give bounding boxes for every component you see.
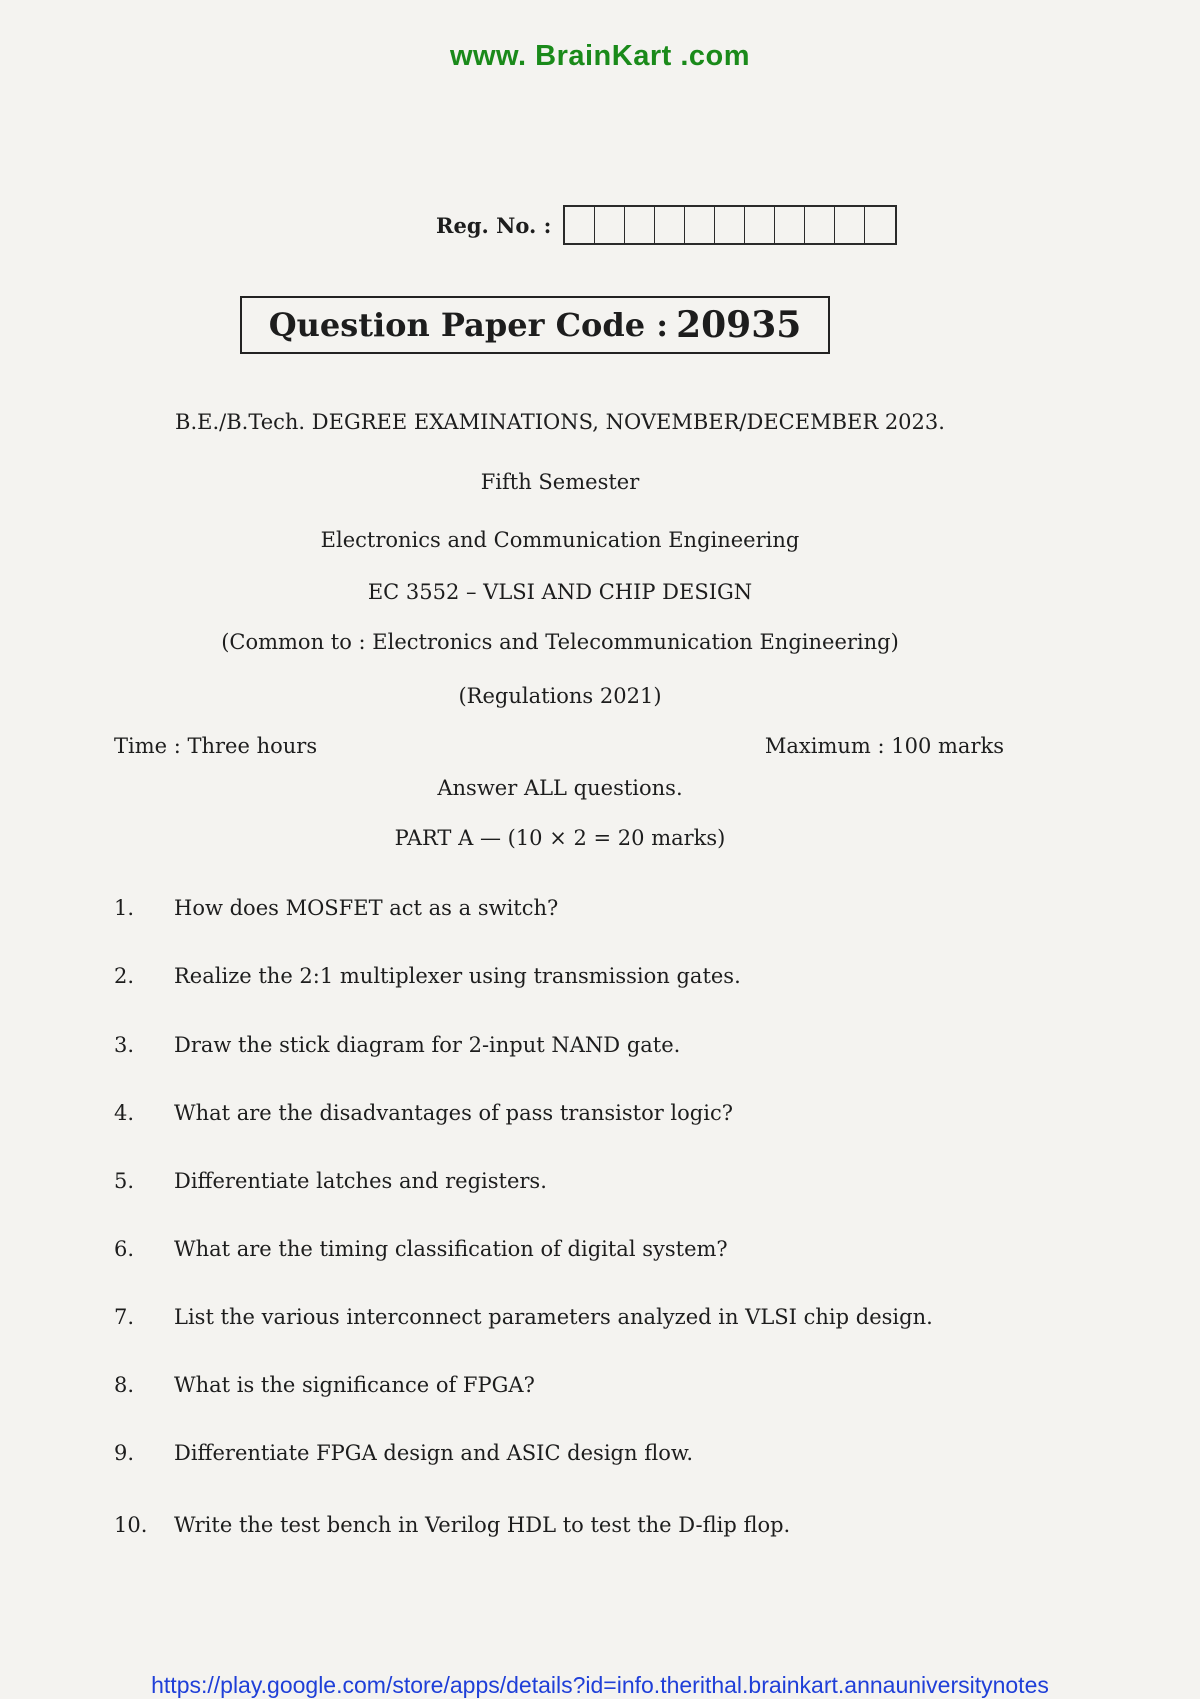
reg-no-box — [655, 207, 685, 243]
reg-no-box — [715, 207, 745, 243]
question-paper-code — [240, 296, 830, 354]
question-item — [114, 1169, 1054, 1193]
reg-no-box — [865, 207, 895, 243]
question-text: List the various interconnect parameters analyzed in VLSI chip design. — [174, 1305, 933, 1329]
degree-line: B.E./B.Tech. DEGREE EXAMINATIONS, NOVEMBER/DECEMBER 2023. — [175, 410, 945, 434]
semester: Fifth Semester — [480, 470, 640, 494]
question-item — [114, 1373, 1054, 1397]
reg-no-label: Reg. No. : — [436, 212, 552, 238]
common-to: (Common to : Electronics and Telecommunication Engineering) — [221, 630, 899, 654]
part-title: PART A — (10 × 2 = 20 marks) — [394, 826, 726, 850]
question-number: 7. — [114, 1305, 135, 1329]
reg-no-box — [835, 207, 865, 243]
question-number: 1. — [114, 896, 135, 920]
maximum-marks: Maximum : 100 marks — [764, 734, 1004, 758]
reg-no-box — [805, 207, 835, 243]
question-item — [114, 1305, 1054, 1329]
question-text: What is the significance of FPGA? — [174, 1373, 535, 1397]
course-title: EC 3552 – VLSI AND CHIP DESIGN — [367, 580, 753, 604]
question-text: Draw the stick diagram for 2-input NAND gate. — [174, 1033, 681, 1057]
question-number: 8. — [114, 1373, 135, 1397]
question-number: 10. — [114, 1513, 148, 1537]
playstore-link[interactable]: https://play.google.com/store/apps/details?id=info.therithal.brainkart.annauniversitynotes — [151, 1672, 1049, 1698]
question-item — [114, 1513, 1054, 1537]
reg-no-box — [685, 207, 715, 243]
department: Electronics and Communication Engineering — [320, 528, 800, 552]
question-number: 3. — [114, 1033, 135, 1057]
question-text: What are the timing classification of digital system? — [174, 1237, 728, 1261]
question-item — [114, 1441, 1054, 1465]
brainkart-link[interactable]: www. BrainKart .com — [449, 40, 751, 72]
question-item — [114, 964, 1054, 988]
reg-no-box — [595, 207, 625, 243]
question-number: 9. — [114, 1441, 135, 1465]
reg-no-box — [565, 207, 595, 243]
question-text: What are the disadvantages of pass transistor logic? — [174, 1101, 733, 1125]
question-number: 4. — [114, 1101, 135, 1125]
question-item — [114, 896, 1054, 920]
paper-code-label: Question Paper Code : — [268, 306, 669, 344]
question-text: Write the test bench in Verilog HDL to test the D-flip flop. — [174, 1513, 791, 1537]
question-number: 2. — [114, 964, 135, 988]
question-number: 5. — [114, 1169, 135, 1193]
reg-no-box — [745, 207, 775, 243]
paper-code-value: 20935 — [676, 304, 802, 346]
reg-no — [436, 206, 897, 244]
reg-no-box — [625, 207, 655, 243]
question-item — [114, 1101, 1054, 1125]
instruction: Answer ALL questions. — [437, 776, 683, 800]
time-marks-row — [114, 734, 1004, 758]
time-allowed: Time : Three hours — [114, 734, 318, 758]
question-item — [114, 1033, 1054, 1057]
question-number: 6. — [114, 1237, 135, 1261]
question-text: Differentiate latches and registers. — [174, 1169, 547, 1193]
question-text: Realize the 2:1 multiplexer using transmission gates. — [174, 964, 741, 988]
question-text: Differentiate FPGA design and ASIC design flow. — [174, 1441, 694, 1465]
question-item — [114, 1237, 1054, 1261]
reg-no-boxes — [563, 205, 897, 245]
reg-no-box — [775, 207, 805, 243]
regulations: (Regulations 2021) — [458, 684, 662, 708]
question-text: How does MOSFET act as a switch? — [174, 896, 559, 920]
